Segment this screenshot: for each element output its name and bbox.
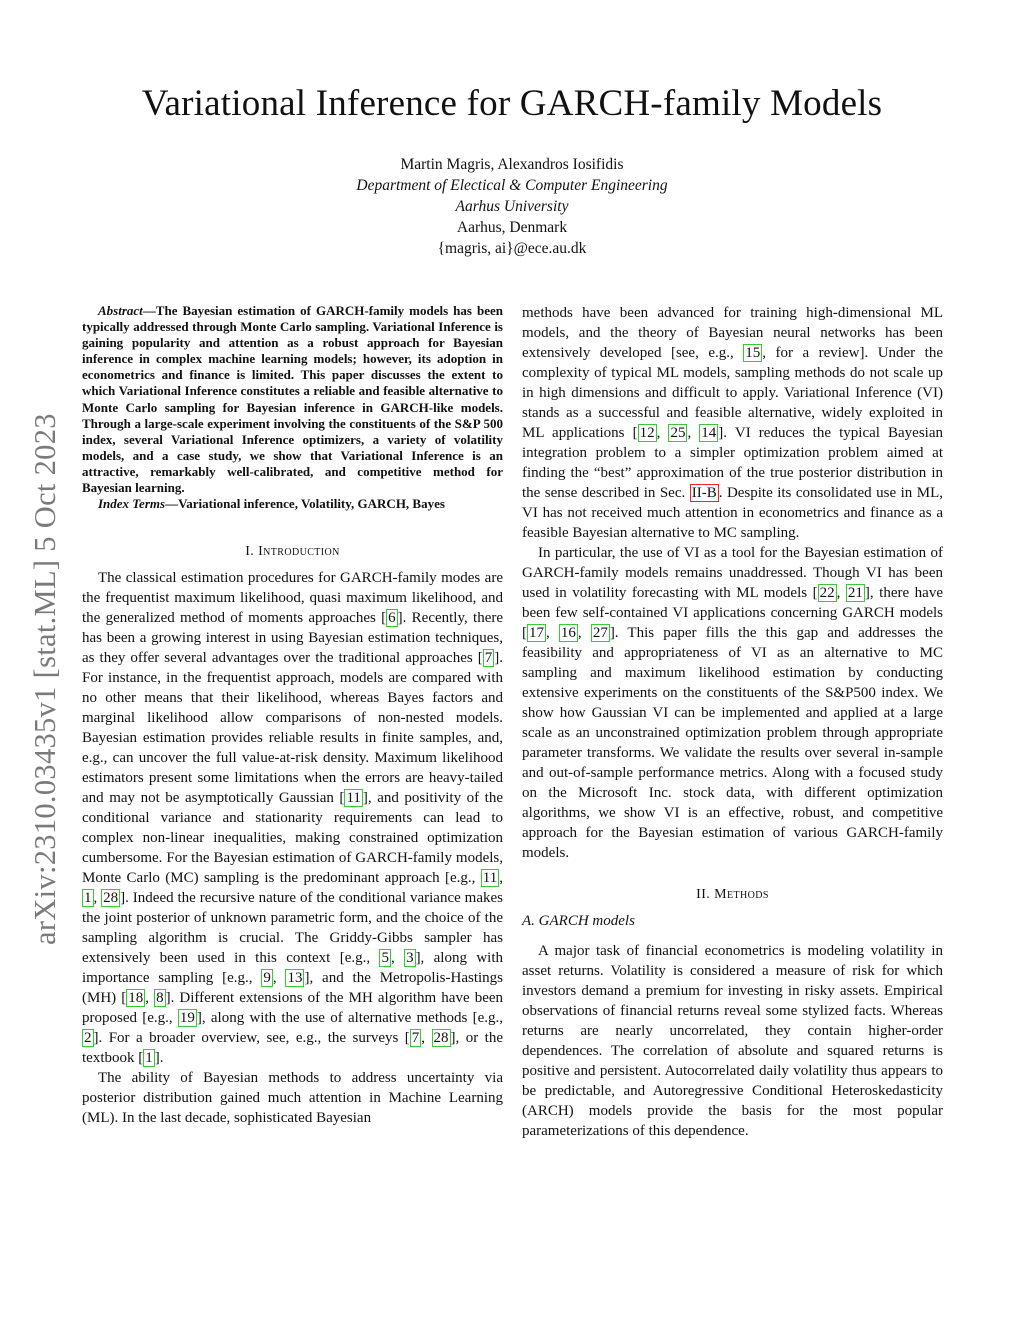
text-run: , — [145, 990, 155, 1007]
intro-paragraph-3 — [522, 543, 943, 863]
author-names: Martin Magris, Alexandros Iosifidis — [400, 156, 624, 173]
citation-link[interactable]: 17 — [529, 625, 544, 641]
section-title: Introduction — [258, 544, 340, 560]
text-run: ]. Recently, there has been a growing interest in using Bayesian estimation techniques, as they offer several advantages over the traditional approaches [ — [82, 610, 504, 667]
index-terms-label: Index Terms — [98, 496, 166, 512]
text-run: ], there have been few self-contained VI applications concerning GARCH models [ — [522, 585, 943, 641]
text-run: ]. For a broader overview, see, e.g., the surveys [ — [93, 1030, 410, 1047]
citation-link[interactable]: 2 — [84, 1030, 92, 1047]
citation-link[interactable]: 22 — [819, 585, 835, 601]
text-run: , — [93, 890, 102, 907]
index-terms — [82, 496, 503, 512]
citation-link[interactable]: 6 — [388, 610, 396, 627]
citation-link[interactable]: 12 — [639, 425, 655, 441]
citation-link[interactable]: 3 — [406, 950, 414, 967]
author-university: Aarhus University — [455, 198, 569, 215]
text-run: ]. VI reduces the typical Bayesian integration problem to a simpler optimization problem aimed at finding the “best” approximation of the true posterior distribution in the sense described in Sec. — [522, 425, 943, 501]
section-number: I. — [245, 544, 259, 560]
text-run: ]. This paper fills the this gap and addresses the feasibility and appropriateness of VI as an alternative to MC sampling and maximum likelihood estimation by conducting extensive experiments on the constituents of the S&P500 index. We show how Gaussian VI can be implemented and applied at a large scale as an unconstrained optimization problem through appropriate parameter transforms. We validate the results over several in-sample and out-of-sample performance metrics. Along with a focused study on the Microsoft Inc. stock data, with different optimization algorithms, we show VI is an effective, robust, and competitive approach for the Bayesian estimation of various GARCH-family models. — [522, 625, 944, 861]
text-run: , — [499, 870, 503, 887]
text-run: , — [656, 425, 669, 441]
intro-paragraph-2-continued — [522, 303, 943, 543]
section-title: Methods — [714, 887, 769, 902]
citation-link[interactable]: 9 — [263, 970, 271, 987]
text-run: ]. — [154, 1050, 164, 1067]
citation-link[interactable]: 8 — [156, 990, 164, 1007]
intro-paragraph-2: The ability of Bayesian methods to address uncertainty via posterior distribution gained much attention in Machine Learning (ML). In the last decade, sophisticated Bayesian — [82, 1070, 503, 1127]
arxiv-identifier[interactable]: arXiv:2310.03435v1 [stat.ML] 5 Oct 2023 — [28, 413, 62, 945]
text-run: ], or the textbook [ — [82, 1030, 503, 1067]
citation-link[interactable]: 15 — [745, 345, 761, 361]
abstract-label: Abstract — [98, 303, 143, 318]
text-run: The classical estimation procedures for GARCH-family modes are the frequentist maximum likelihood, quasi maximum likelihood, and the generalized method of moments approaches [ — [82, 570, 503, 627]
text-run: , — [546, 625, 559, 641]
section-number: II. — [696, 887, 715, 902]
citation-link[interactable]: 28 — [103, 890, 119, 907]
citation-link[interactable]: 16 — [560, 625, 576, 641]
section-heading-methods — [522, 885, 943, 905]
citation-link[interactable]: 28 — [433, 1030, 449, 1047]
text-run: , — [687, 425, 700, 441]
text-run: ], along with importance sampling [e.g., — [82, 950, 503, 987]
author-location: Aarhus, Denmark — [456, 219, 568, 236]
text-run: , — [577, 625, 591, 641]
citation-link[interactable]: 27 — [592, 625, 608, 641]
methods-paragraph-1: A major task of financial econometrics is modeling volatility in asset returns. Volatility is considered a measure of risk for which investors demand a premium for investing in risky assets. Empirical observations of financial returns reveal some stylized facts. Whereas returns are nearly uncorrelated, they contain higher-order dependences. The correlation of absolute and squared returns is positive and persistent. Autocorrelated daily volatility thus appears to be predictable, and Autoregressive Conditional Heteroskedasticity (ARCH) models provide the basis for the most popular parameterizations of this dependence. — [522, 943, 943, 1139]
citation-link[interactable]: 7 — [484, 650, 493, 667]
citation-link[interactable]: 1 — [145, 1050, 153, 1067]
text-run: , — [421, 1030, 432, 1047]
citation-link[interactable]: 11 — [346, 790, 361, 807]
intro-paragraph-1 — [82, 568, 503, 1068]
author-department: Department of Electical & Computer Engineering — [356, 177, 668, 194]
index-terms-text: —Variational inference, Volatility, GARCH, Bayes — [165, 496, 445, 512]
text-run: , — [272, 970, 286, 987]
citation-link[interactable]: 21 — [847, 585, 863, 601]
citation-link[interactable]: 25 — [670, 425, 686, 441]
paper-title: Variational Inference for GARCH-family Models — [141, 83, 883, 124]
citation-link[interactable]: 14 — [701, 425, 717, 441]
text-run: ], along with the use of alternative methods [e.g., — [196, 1010, 503, 1027]
left-column — [82, 303, 503, 1128]
section-heading-introduction — [82, 542, 503, 562]
text-run: , — [836, 585, 846, 601]
text-run: ], and positivity of the conditional variance and stationarity requirements can lead to complex non-linear inequalities, making constrained optimization cumbersome. For the Bayesian estimation of GARCH-family models, Monte Carlo (MC) sampling is the predominant approach [e.g., — [82, 790, 504, 887]
text-run: ]. For instance, in the frequentist approach, models are compared with no other means that their likelihood, whereas Bayes factors and marginal likelihood allow comparisons of non-nested models. Bayesian estimation provides reliable results in finite samples, and, e.g., can uncover the full value-at-risk density. Maximum likelihood estimators present some limitations when the errors are heavy-tailed and may not be asymptotically Gaussian [ — [82, 650, 503, 807]
author-block — [0, 154, 1024, 259]
citation-link[interactable]: 1 — [84, 890, 92, 907]
citation-link[interactable]: 11 — [482, 870, 498, 887]
subsection-heading-garch-models: A. GARCH models — [522, 913, 635, 929]
citation-link[interactable]: 5 — [381, 950, 389, 967]
citation-link[interactable]: 19 — [179, 1010, 195, 1027]
text-run: , — [390, 950, 405, 967]
text-run: ]. Different extensions of the MH algorithm have been proposed [e.g., — [82, 990, 504, 1027]
text-run: , for a review]. Under the complexity of typical ML models, sampling methods do not scale up in high dimensions and difficult to apply. Variational Inference (VI) stands as a successful and feasible alternative, widely exploited in ML applications [ — [522, 345, 943, 441]
text-run: ], and the Metropolis-Hastings (MH) [ — [82, 970, 504, 1007]
author-email[interactable]: {magris, ai}@ece.au.dk — [437, 240, 587, 257]
text-run: methods have been advanced for training high-dimensional ML models, and the theory of Bayesian neural networks has been extensively developed [see, e.g., — [522, 305, 943, 361]
right-column — [522, 303, 943, 1141]
text-run: ]. Indeed the recursive nature of the conditional variance makes the joint posterior of unknown parametric form, and the choice of the sampling algorithm is crucial. The Griddy-Gibbs sampler has extensively been used in this context [e.g., — [82, 890, 504, 967]
abstract — [82, 303, 503, 496]
abstract-text: —The Bayesian estimation of GARCH-family models has been typically addressed through Monte Carlo sampling. Variational Inference is gaining popularity and attention as a robust approach for Bayesian inference in complex machine learning models; however, its adoption in econometrics and finance is limited. This paper discusses the extent to which Variational Inference constitutes a reliable and feasible alternative to Monte Carlo sampling for Bayesian inference in GARCH-like models. Through a large-scale experiment involving the constituents of the S&P 500 index, several Variational Inference optimizers, a variety of volatility models, and a case study, we show that Variational Inference is an attractive, remarkably well-calibrated, and competitive method for Bayesian learning. — [82, 303, 503, 496]
citation-link[interactable]: 7 — [411, 1030, 420, 1047]
text-run: In particular, the use of VI as a tool for the Bayesian estimation of GARCH-family models remains unaddressed. Though VI has been used in volatility forecasting with ML models [ — [522, 545, 943, 601]
text-run: . Despite its consolidated use in ML, VI has not received much attention in econometrics and finance as a feasible Bayesian alternative to MC sampling. — [522, 485, 943, 541]
citation-link[interactable]: 18 — [128, 990, 144, 1007]
section-cross-reference[interactable]: II-B — [691, 485, 717, 501]
citation-link[interactable]: 13 — [287, 970, 303, 987]
